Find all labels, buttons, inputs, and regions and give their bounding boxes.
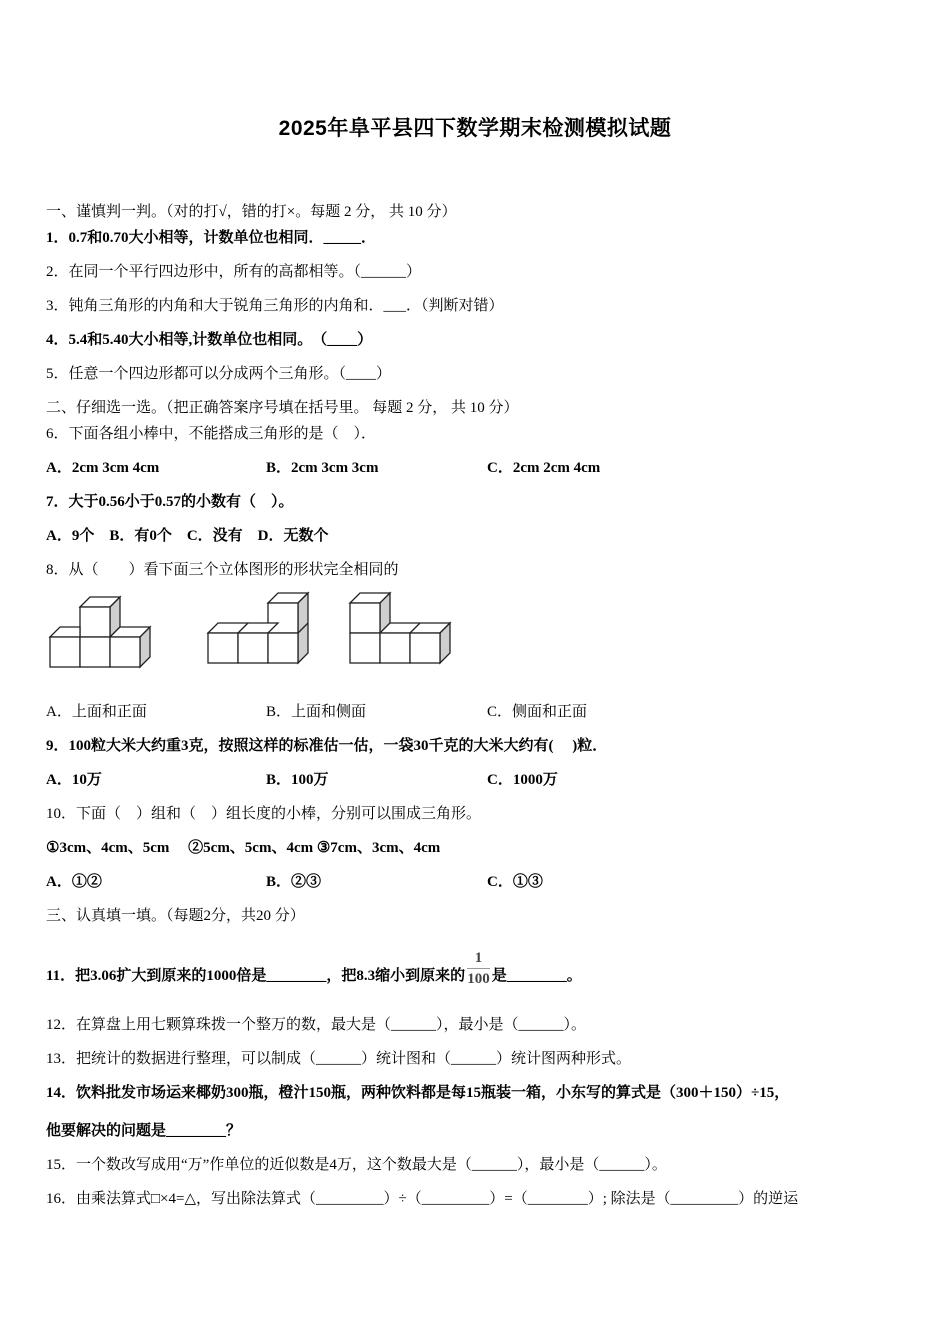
- q7-options: A．9个 B．有0个 C．没有 D．无数个: [46, 528, 329, 544]
- question-2: 2．在同一个平行四边形中，所有的高都相等。（______）: [46, 264, 422, 280]
- question-14-line-1: 14．饮料批发市场运来椰奶300瓶，橙汁150瓶，两种饮料都是每15瓶装一箱，小东写的算式是（300＋150）÷15，: [46, 1085, 790, 1101]
- question-9: 9．100粒大米大约重3克，按照这样的标准估一估，一袋30千克的大米大约有( )粒．: [46, 738, 608, 754]
- question-4: 4．5.4和5.40大小相等,计数单位也相同。 （____）: [46, 332, 373, 348]
- question-11: [46, 950, 582, 997]
- question-13: 13．把统计的数据进行整理，可以制成（______）统计图和（______）统计图两种形式。: [46, 1051, 632, 1067]
- page-title: 2025年阜平县四下数学期末检测模拟试题: [278, 117, 672, 140]
- q8-option-c: C．侧面和正面: [487, 704, 588, 720]
- q10-groups: ①3cm、4cm、5cm ②5cm、5cm、4cm ③7cm、3cm、4cm: [46, 840, 441, 856]
- q8-figure-cubes: [46, 590, 466, 675]
- question-7: 7．大于0.56小于0.57的小数有（ ）。: [46, 494, 294, 510]
- q10-option-b: B．②③: [266, 874, 322, 890]
- question-5: 5．任意一个四边形都可以分成两个三角形。（____）: [46, 366, 392, 382]
- question-16: 16．由乘法算式□×4=△，写出除法算式（_________）÷（_________）=（________）; 除法是（_________）的逆运: [46, 1191, 799, 1207]
- question-12: 12．在算盘上用七颗算珠拨一个整万的数，最大是（______），最小是（______）。: [46, 1017, 587, 1033]
- q9-option-b: B．100万: [266, 772, 329, 788]
- q9-option-c: C．1000万: [487, 772, 558, 788]
- section-1-heading: 一、谨慎判一判。（对的打√，错的打×。每题 2 分， 共 10 分）: [46, 204, 457, 220]
- q11-part1: 11．把3.06扩大到原来的1000倍是________，把8.3缩小到原来的: [46, 967, 466, 984]
- q6-option-b: B．2cm 3cm 3cm: [266, 460, 379, 476]
- section-2-heading: 二、仔细选一选。（把正确答案序号填在括号里。 每题 2 分， 共 10 分）: [46, 400, 519, 416]
- q6-option-a: A．2cm 3cm 4cm: [46, 460, 160, 476]
- fraction-one-hundredth: $\frac{1}{100}$: [467, 950, 490, 987]
- q8-option-b: B．上面和侧面: [266, 704, 367, 720]
- question-6: 6．下面各组小棒中，不能搭成三角形的是（ ）．: [46, 426, 377, 442]
- section-3-heading: 三、认真填一填。（每题2分，共20 分）: [46, 908, 305, 924]
- question-3: 3．钝角三角形的内角和大于锐角三角形的内角和．___．（判断对错）: [46, 298, 504, 314]
- q8-option-a: A．上面和正面: [46, 704, 147, 720]
- q6-option-c: C．2cm 2cm 4cm: [487, 460, 601, 476]
- q9-option-a: A．10万: [46, 772, 102, 788]
- question-14-line-2: 他要解决的问题是________？: [46, 1123, 242, 1139]
- question-1: 1．0.7和0.70大小相等，计数单位也相同．_____．: [46, 230, 377, 246]
- q10-option-c: C．①③: [487, 874, 543, 890]
- cube-arrangements-icon: [46, 590, 466, 675]
- question-10: 10．下面（ ）组和（ ）组长度的小棒，分别可以围成三角形。: [46, 806, 482, 822]
- q11-part2: 是________。: [491, 967, 582, 984]
- question-8: 8．从（ ）看下面三个立体图形的形状完全相同的: [46, 562, 399, 578]
- q10-option-a: A．①②: [46, 874, 102, 890]
- question-15: 15．一个数改写成用“万”作单位的近似数是4万，这个数最大是（______），最小是（______）。: [46, 1157, 667, 1173]
